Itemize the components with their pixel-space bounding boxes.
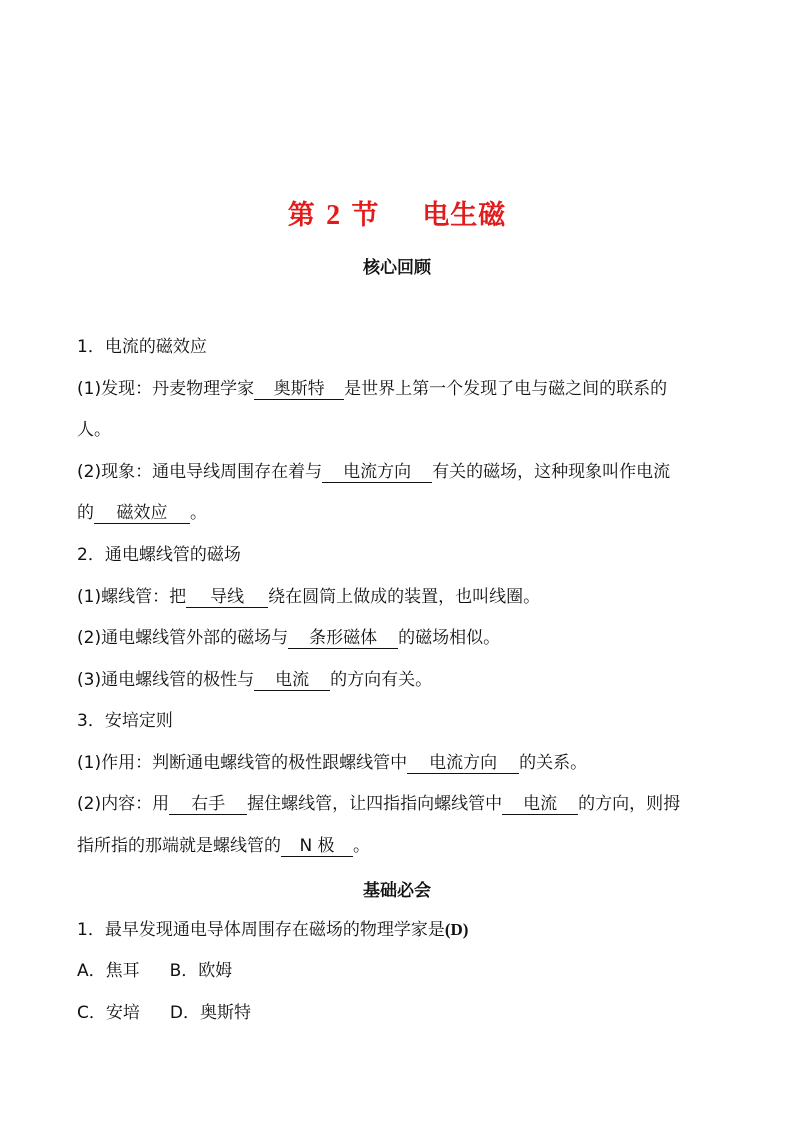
s2-p3 xyxy=(77,668,432,692)
basics-heading: 基础必会 xyxy=(363,881,431,901)
s1-heading: 1．电流的磁效应 xyxy=(77,337,207,357)
blank-current: 电流 xyxy=(254,670,330,691)
s1-p2-post: 有关的磁场，这种现象叫作电流 xyxy=(432,462,671,482)
s3-heading: 3．安培定则 xyxy=(77,711,173,731)
title-mid: 节 xyxy=(351,200,380,231)
s3-p2-cont xyxy=(77,834,370,858)
s1-p2-cont-post: 。 xyxy=(190,503,207,523)
q1-option-c: C．安培 xyxy=(77,1003,140,1023)
title-name: 电生磁 xyxy=(422,200,507,231)
blank-bar-magnet: 条形磁体 xyxy=(288,628,398,649)
s3-p2 xyxy=(77,792,680,816)
s3-p2-pre: (2)内容：用 xyxy=(77,794,170,814)
blank-current-direction: 电流方向 xyxy=(322,462,432,483)
blank-current-direction-2: 电流方向 xyxy=(407,753,519,774)
title-number: 2 xyxy=(326,200,342,231)
s1-p2-pre: (2)现象：通电导线周围存在着与 xyxy=(77,462,323,482)
s3-p2-post: 的方向，则拇 xyxy=(578,794,681,814)
s2-p1-pre: (1)螺线管：把 xyxy=(77,587,187,607)
blank-right-hand: 右手 xyxy=(169,794,247,815)
s2-p1 xyxy=(77,585,540,609)
s3-p1 xyxy=(77,751,587,775)
blank-wire: 导线 xyxy=(186,587,268,608)
blank-magnetic-effect: 磁效应 xyxy=(94,503,190,524)
s2-p2 xyxy=(77,626,500,650)
q1-options-row2 xyxy=(77,1001,251,1025)
s1-p1-post: 是世界上第一个发现了电与磁之间的联系的 xyxy=(344,379,668,399)
blank-current-2: 电流 xyxy=(502,794,578,815)
s1-p2 xyxy=(77,460,670,484)
q1-stem xyxy=(77,918,468,942)
s1-p1 xyxy=(77,377,667,401)
blank-n-pole: N 极 xyxy=(281,836,353,857)
q1-option-a: A．焦耳 xyxy=(77,961,140,981)
s1-p1-cont: 人。 xyxy=(77,420,111,440)
title-prefix: 第 xyxy=(287,200,316,231)
s2-p3-pre: (3)通电螺线管的极性与 xyxy=(77,670,255,690)
s3-p2-cont-post: 。 xyxy=(353,836,370,856)
s2-p3-post: 的方向有关。 xyxy=(330,670,433,690)
s1-p1-pre: (1)发现：丹麦物理学家 xyxy=(77,379,255,399)
blank-oersted: 奥斯特 xyxy=(254,379,344,400)
s3-p1-post: 的关系。 xyxy=(519,753,588,773)
q1-option-d: D．奥斯特 xyxy=(169,1003,251,1023)
s2-heading: 2．通电螺线管的磁场 xyxy=(77,545,241,565)
s3-p2-cont-pre: 指所指的那端就是螺线管的 xyxy=(77,836,281,856)
s2-p2-post: 的磁场相似。 xyxy=(398,628,501,648)
s2-p2-pre: (2)通电螺线管外部的磁场与 xyxy=(77,628,289,648)
s2-p1-post: 绕在圆筒上做成的装置，也叫线圈。 xyxy=(268,587,541,607)
q1-answer: (D) xyxy=(444,920,469,939)
s1-p2-cont-pre: 的 xyxy=(77,503,94,523)
q1-options-row1 xyxy=(77,959,232,983)
page-title xyxy=(0,193,794,232)
q1-stem-text: 1．最早发现通电导体周围存在磁场的物理学家是 xyxy=(77,920,445,940)
s3-p2-mid: 握住螺线管，让四指指向螺线管中 xyxy=(247,794,503,814)
core-review-heading: 核心回顾 xyxy=(363,258,431,278)
s3-p1-pre: (1)作用：判断通电螺线管的极性跟螺线管中 xyxy=(77,753,408,773)
q1-option-b: B．欧姆 xyxy=(169,961,233,981)
s1-p2-cont xyxy=(77,501,207,525)
